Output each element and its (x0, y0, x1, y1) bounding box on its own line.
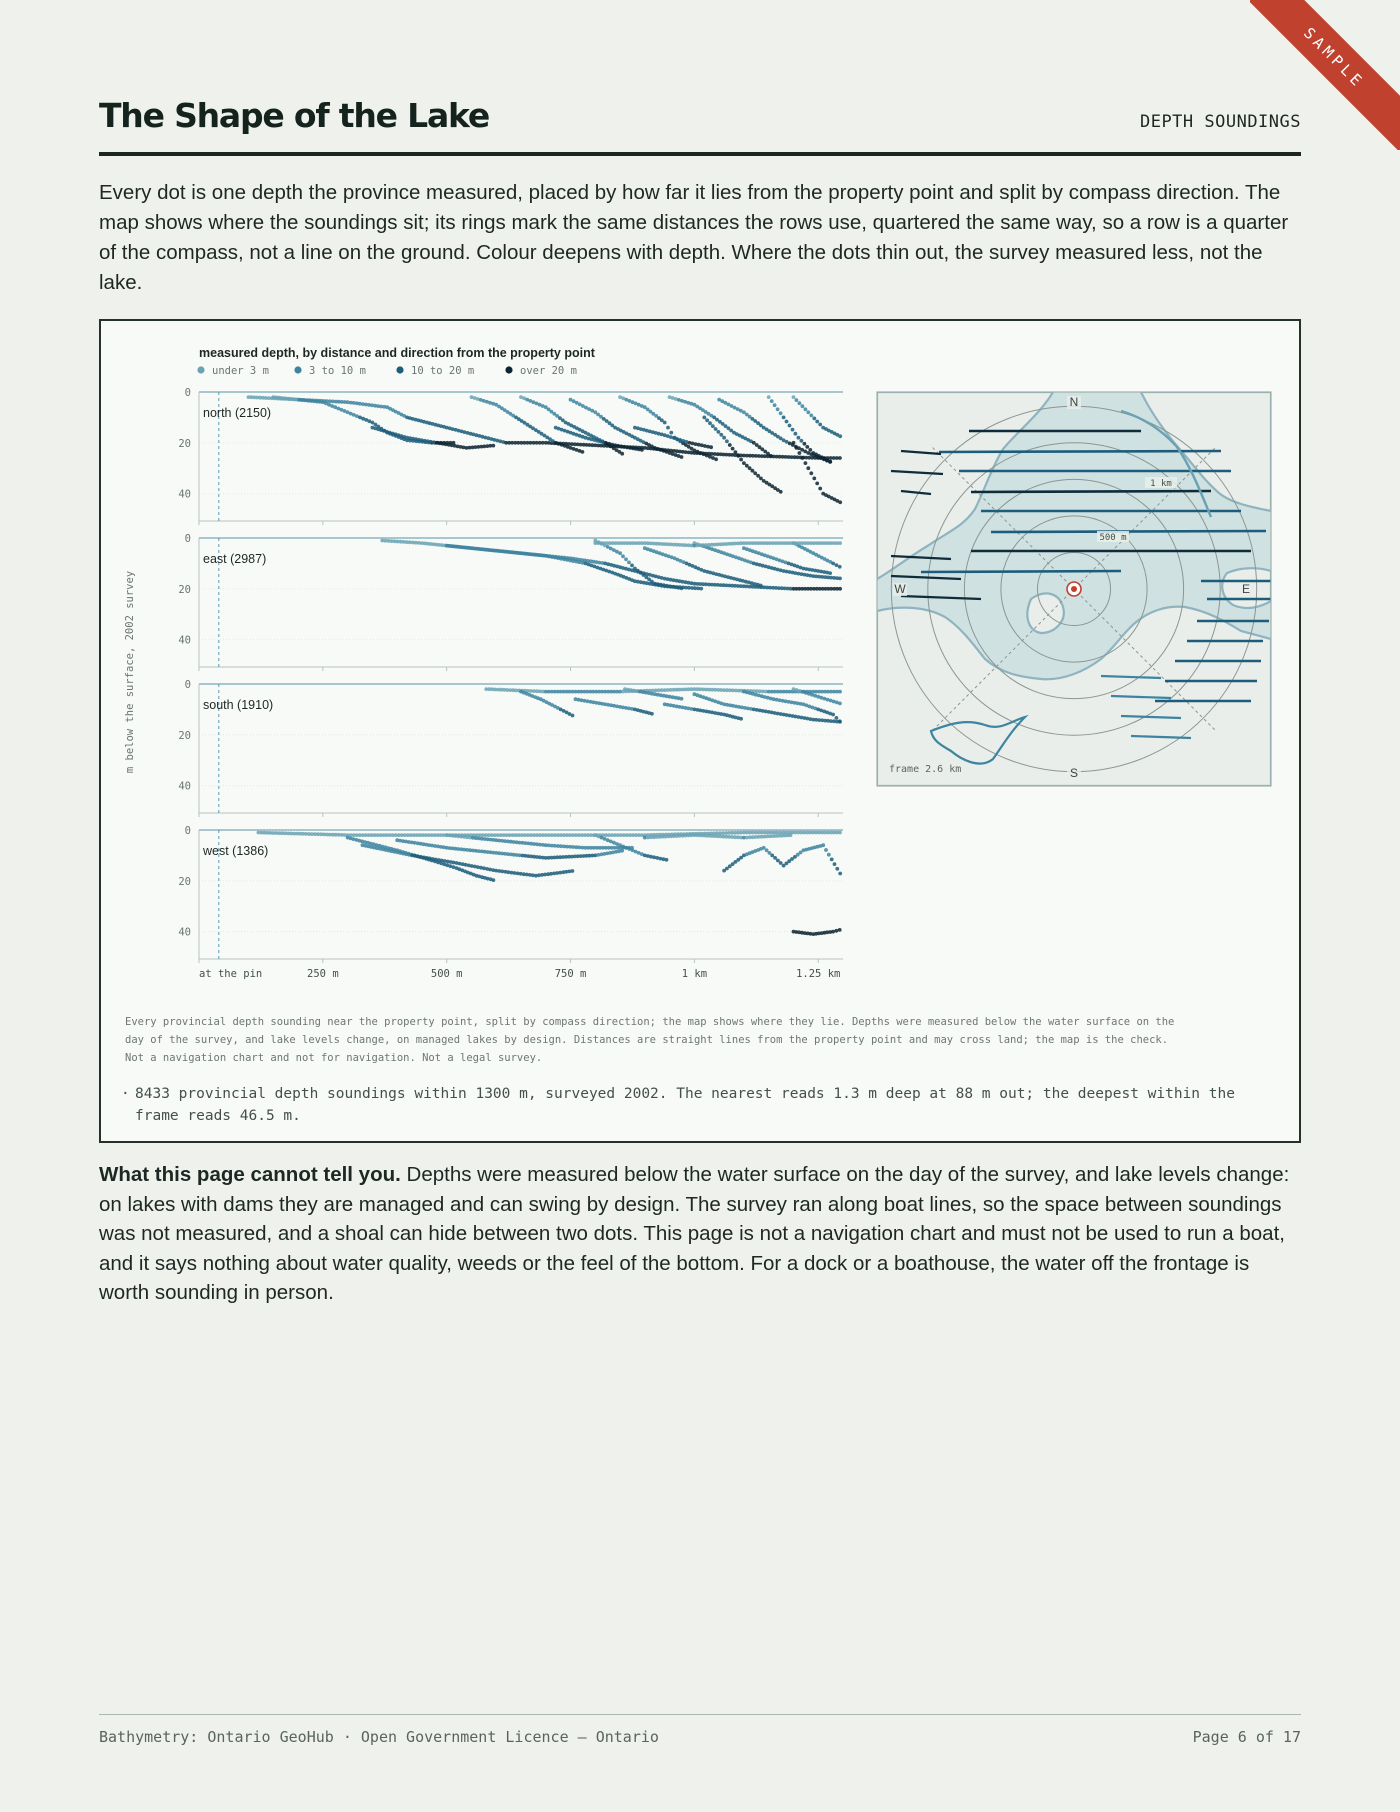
compass-label-n (1067, 395, 1081, 409)
legend-label: under 3 m (212, 365, 269, 377)
sounding-dot (742, 461, 746, 465)
x-tick-label: 750 m (554, 968, 587, 980)
sounding-dot (828, 571, 832, 575)
sounding-dot (779, 490, 783, 494)
sounding-dot (833, 862, 837, 866)
legend-item (197, 365, 269, 377)
legend-item (294, 365, 366, 377)
legend-swatch (294, 366, 301, 373)
sounding-dot (765, 848, 769, 852)
compass-letter: S (1069, 766, 1079, 780)
panel-label-east: east (2987) (203, 552, 267, 566)
sounding-dot (739, 458, 743, 462)
sounding-dot (801, 456, 805, 460)
sounding-dot (791, 428, 795, 432)
sounding-dot (794, 432, 798, 436)
sounding-dot (630, 564, 634, 568)
caveat-lead: What this page cannot tell you. (99, 1163, 401, 1186)
sounding-dot (581, 450, 585, 454)
sounding-dot (835, 563, 839, 567)
y-tick-label: 40 (178, 488, 191, 501)
map-frame-label: frame 2.6 km (889, 764, 962, 775)
sounding-dot (624, 557, 628, 561)
sounding-dot (797, 436, 801, 440)
intro-paragraph: Every dot is one depth the province measured, placed by how far it lies from the property point and split by compass direction. The map shows where the soundings sit; its rings mark the same distances the rows use, quartered the same way, so a row is a quarter of the compass, not a line on the ground. Colour deepens with depth. Where the dots thin out, the survey measured less, not the lake. (99, 181, 1289, 294)
y-tick-label: 40 (178, 634, 191, 647)
page-footer (99, 1714, 1301, 1754)
chart-title: measured depth, by distance and direction from the property point (199, 346, 595, 360)
sounding-dot (812, 477, 816, 481)
y-tick-label: 40 (178, 926, 191, 939)
sounding-dot (818, 423, 822, 427)
sample-ribbon: SAMPLE (1250, 0, 1400, 150)
sounding-dot (824, 848, 828, 852)
sounding-dot (711, 424, 715, 428)
sounding-dot (756, 474, 760, 478)
sounding-dot (751, 469, 755, 473)
sounding-dot (665, 858, 669, 862)
sounding-dot (804, 407, 808, 411)
sounding-dot (831, 713, 835, 717)
y-tick-label: 0 (184, 825, 191, 837)
x-tick-label: 500 m (430, 968, 463, 980)
sounding-dot (809, 414, 813, 418)
sounding-dot (769, 454, 773, 458)
y-tick-label: 20 (178, 729, 191, 742)
sounding-dot (719, 433, 723, 437)
sounding-dot (717, 430, 721, 434)
sounding-dot (782, 416, 786, 420)
sounding-dot (663, 421, 667, 425)
page-title: The Shape of the Lake (99, 96, 490, 135)
ring-label-text: 500 m (1099, 533, 1127, 543)
sounding-dot (831, 930, 835, 934)
depth-figure (99, 319, 1301, 1143)
sounding-dot (806, 410, 810, 414)
sounding-dot (838, 434, 842, 438)
sounding-dot (800, 439, 804, 443)
panel-west (178, 825, 843, 963)
summary-bullet: · (121, 1086, 130, 1102)
ring-label-text: 1 km (1150, 479, 1172, 489)
sounding-dot (805, 445, 809, 449)
page-header (99, 92, 1301, 156)
y-tick-label: 20 (178, 875, 191, 888)
sounding-dot (838, 831, 842, 835)
sounding-dot (838, 577, 842, 581)
property-pin-icon (1071, 586, 1077, 592)
panel-east (178, 533, 843, 671)
sounding-dot (725, 439, 729, 443)
sounding-dot (788, 424, 792, 428)
y-tick-label: 20 (178, 437, 191, 450)
figure-note: Every provincial depth sounding near the property point, split by compass direction; the map shows where they lie. Depths were measured below the water surface on the day of the survey, and lake levels change, on managed lakes by design. Distances are straight lines from the property point and may cross land; the map is the check. Not a navigation chart and not for navigation. Not a legal survey. (125, 1016, 1175, 1064)
compass-label-e (1239, 582, 1253, 596)
sounding-dot (792, 395, 796, 399)
ring-label (1145, 477, 1177, 489)
legend-label: 3 to 10 m (309, 365, 366, 377)
compass-label-w (893, 582, 907, 596)
figure-summary (121, 1083, 1281, 1127)
y-tick-label: 0 (184, 679, 191, 691)
panel-label-west: west (1386) (203, 844, 269, 858)
survey-track (921, 571, 1121, 572)
legend-swatch (197, 366, 204, 373)
land-mass (1027, 593, 1063, 633)
sounding-dot (838, 456, 842, 460)
sounding-dot (798, 401, 802, 405)
sounding-dot (779, 411, 783, 415)
compass-letter: E (1241, 582, 1251, 596)
sounding-dot (798, 451, 802, 455)
panel-label-south: south (1910) (203, 698, 274, 712)
sounding-dot (731, 447, 735, 451)
x-tick-label: 1.25 km (796, 968, 841, 980)
sounding-dot (792, 441, 796, 445)
sounding-dot (776, 407, 780, 411)
sounding-dot (770, 399, 774, 403)
sounding-dot (702, 416, 706, 420)
x-tick-label: at the pin (199, 968, 263, 980)
sounding-dot (773, 403, 777, 407)
sounding-dot (801, 404, 805, 408)
sounding-dot (762, 846, 766, 850)
sounding-dot (680, 455, 684, 459)
sounding-dot (812, 417, 816, 421)
sounding-dot (806, 466, 810, 470)
sounding-dot (835, 867, 839, 871)
legend-swatch (505, 366, 512, 373)
sounding-dot (809, 471, 813, 475)
sounding-dot (838, 872, 842, 876)
y-tick-label: 0 (184, 387, 191, 399)
y-tick-label: 0 (184, 533, 191, 545)
sounding-dot (838, 690, 842, 694)
sounding-dot (753, 471, 757, 475)
sounding-dot (795, 398, 799, 402)
legend-swatch (396, 366, 403, 373)
sounding-dot (830, 858, 834, 862)
sounding-dot (831, 562, 835, 566)
sounding-dot (779, 861, 783, 865)
x-tick-label: 250 m (307, 968, 339, 980)
sounding-dot (714, 427, 718, 431)
y-tick-label: 20 (178, 583, 191, 596)
sounding-dot (815, 482, 819, 486)
sounding-dot (714, 457, 718, 461)
sounding-dot (571, 714, 575, 718)
ring-label (1097, 531, 1129, 543)
sounding-dot (680, 697, 684, 701)
sounding-dot (795, 446, 799, 450)
sounding-dot (669, 431, 673, 435)
sounding-dot (838, 928, 842, 932)
compass-letter: W (894, 582, 906, 596)
sounding-map (877, 392, 1271, 786)
sounding-dot (827, 853, 831, 857)
sounding-dot (838, 587, 842, 591)
sounding-dot (492, 878, 496, 882)
sounding-dot (838, 565, 842, 569)
sounding-dot (767, 395, 771, 399)
sounding-dot (789, 833, 793, 837)
sounding-dot (838, 541, 842, 545)
sounding-dot (803, 442, 807, 446)
panel-label-north: north (2150) (203, 406, 272, 420)
sounding-dot (804, 461, 808, 465)
sounding-dot (734, 450, 738, 454)
compass-letter: N (1069, 395, 1079, 409)
summary-text: 8433 provincial depth soundings within 1300 m, surveyed 2002. The nearest reads 1.3 m deep at 88 m out; the deepest within the frame reads 46.5 m. (135, 1086, 1235, 1124)
y-tick-label: 40 (178, 780, 191, 793)
sounding-dot (621, 554, 625, 558)
sounding-dot (491, 444, 495, 448)
sounding-dot (821, 843, 825, 847)
sounding-dot (838, 702, 842, 706)
sounding-dot (618, 551, 622, 555)
sounding-dot (708, 421, 712, 425)
footer-source: Bathymetry: Ontario GeoHub · Open Government Licence – Ontario (99, 1728, 659, 1746)
sounding-dot (620, 452, 624, 456)
sounding-dot (650, 712, 654, 716)
sounding-dot (838, 719, 842, 723)
section-kicker: DEPTH SOUNDINGS (1139, 112, 1301, 132)
sounding-dot (705, 418, 709, 422)
sounding-dot (728, 443, 732, 447)
sounding-dot (818, 487, 822, 491)
sounding-dot (759, 584, 763, 588)
sounding-dot (785, 420, 789, 424)
legend-item (396, 365, 474, 377)
footer-page-number: Page 6 of 17 (1192, 1728, 1301, 1746)
sounding-dot (571, 869, 575, 873)
sounding-dot (838, 500, 842, 504)
sounding-dot (835, 929, 839, 933)
sounding-dot (722, 436, 726, 440)
sounding-dot (680, 586, 684, 590)
sounding-dot (739, 717, 743, 721)
panel-north (178, 387, 843, 525)
legend-label: 10 to 20 m (411, 365, 475, 377)
survey-track (971, 491, 1211, 492)
scatter-panels (124, 346, 843, 980)
compass-label-s (1067, 766, 1081, 780)
sounding-dot (770, 854, 774, 858)
caveat-body: Depths were measured below the water surface on the day of the survey, and lake levels change: on lakes with dams they are managed and can swing by design. The survey ran along boat lines, so the space between soundings was not measured, and a shoal can hide between two dots. This page is not a navigation chart and must not be used to run a boat, and it says nothing about water quality, weeds or the feel of the bottom. For a dock or a boathouse, the water off the frontage is worth sounding in person. (99, 1163, 1290, 1304)
sounding-dot (666, 426, 670, 430)
sounding-dot (736, 454, 740, 458)
sounding-dot (815, 420, 819, 424)
sounding-dot (808, 448, 812, 452)
sounding-dot (627, 561, 631, 565)
sounding-dot (828, 460, 832, 464)
sounding-dot (699, 587, 703, 591)
sounding-dot (709, 445, 713, 449)
legend-item (505, 365, 577, 377)
sounding-dot (773, 856, 777, 860)
x-tick-label: 1 km (681, 968, 708, 980)
panel-south (178, 679, 843, 817)
y-axis-label: m below the surface, 2002 survey (124, 570, 136, 774)
sounding-dot (835, 716, 839, 720)
legend-label: over 20 m (520, 365, 577, 377)
caveat-paragraph (99, 1160, 1301, 1308)
sounding-dot (640, 448, 644, 452)
